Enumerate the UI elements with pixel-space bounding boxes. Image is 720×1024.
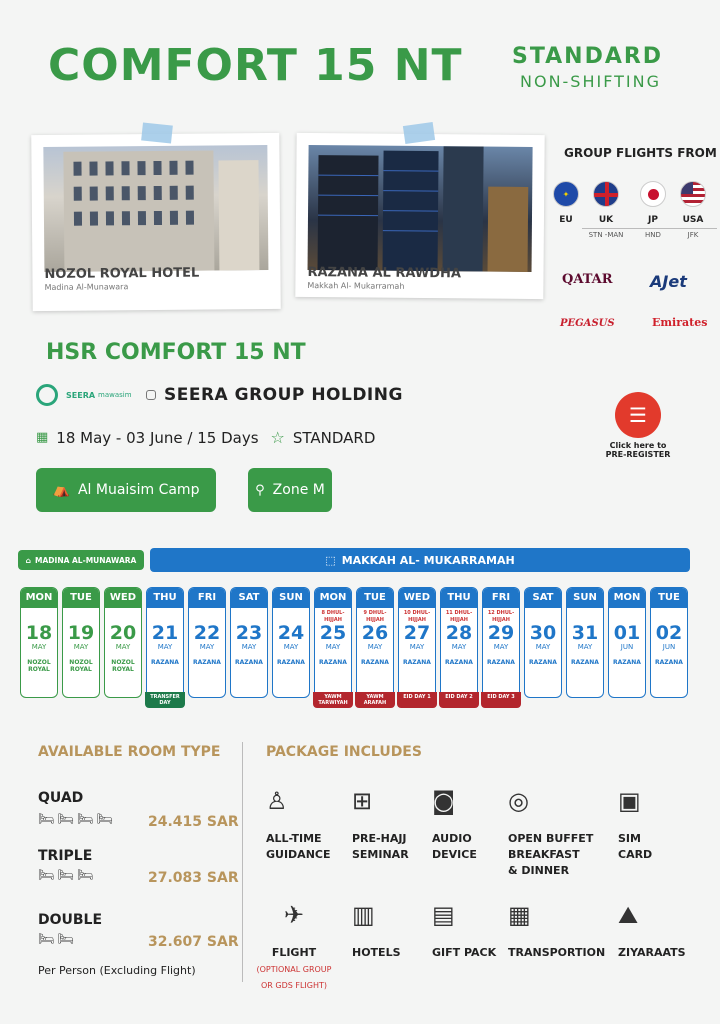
day-number: 29 [487,622,515,644]
origin-airport: STN -MAN [582,228,630,239]
hijri-date: 8 DHUL-HIJJAH [321,610,345,623]
camp-button[interactable] [36,468,216,512]
hotel-city: Madina Al-Munawara [44,282,129,292]
day-number: 01 [613,622,641,644]
bus-icon: ▦ [508,901,531,929]
airline-pegasus-logo: PEGASUS [560,318,615,329]
day-month: MAY [73,643,89,651]
day-number: 26 [361,622,389,644]
room-type-heading: AVAILABLE ROOM TYPE [38,744,221,760]
plane-icon: ✈ [283,901,305,929]
madina-label: MADINA AL-MUNAWARA [35,555,137,565]
day-card [398,587,436,698]
day-location: NOZOL ROYAL [27,659,51,674]
hotel-city: Makkah Al- Mukarramah [307,281,405,291]
hotel-icon: ▥ [352,901,375,929]
day-number: 28 [445,622,473,644]
day-badge: EID DAY 1 [397,692,437,708]
hotel-name: NOZOL ROYAL HOTEL [44,265,200,282]
day-month: MAY [31,643,47,651]
room-price: 24.415 SAR [148,814,239,830]
day-card [608,587,646,698]
seera-logo-icon [36,384,58,406]
day-location: RAZANA [193,659,221,666]
day-of-week: SUN [273,588,309,608]
seminar-icon: ⊞ [352,787,373,815]
day-badge: EID DAY 3 [481,692,521,708]
hijri-date: 9 DHUL-HIJJAH [363,610,387,623]
day-card [272,587,310,698]
day-location: RAZANA [487,659,515,666]
day-month: MAY [409,643,425,651]
trip-dates: 18 May - 03 June / 15 Days [56,428,259,447]
hijri-date: 11 DHUL-HIJJAH [445,610,473,623]
day-card [356,587,394,698]
airline-qatar-logo: QATAR [562,272,613,287]
day-location: RAZANA [445,659,473,666]
preregister-label: Click here to PRE-REGISTER [605,441,671,459]
register-form-icon: ☰ [615,392,661,438]
include-guidance: ♙ ALL-TIME GUIDANCE [266,784,331,863]
tape-decoration [141,122,173,143]
include-flight: ✈ FLIGHT (OPTIONAL GROUP OR GDS FLIGHT) [252,898,336,993]
page-title: COMFORT 15 NT [48,40,463,91]
day-month: MAY [493,643,509,651]
include-gift: ▤ GIFT PACK [432,898,496,961]
backpack-icon: ▤ [432,901,455,929]
camp-label: Al Muaisim Camp [77,482,200,498]
day-location: NOZOL ROYAL [69,659,93,674]
day-month: MAY [157,643,173,651]
partner-logo-icon [146,390,156,400]
tent-icon: ⛺ [52,482,70,498]
makkah-bar [150,548,690,572]
madina-bar [18,550,144,570]
include-ziyaraats: ⛰ ZIYARAATS [618,898,686,961]
day-location: RAZANA [529,659,557,666]
zone-button[interactable] [248,468,332,512]
day-badge: TRANSFER DAY [145,692,185,708]
day-month: JUN [620,643,634,651]
location-pin-icon: ⚲ [255,482,265,498]
price-note: Per Person (Excluding Flight) [38,964,196,977]
origin-airport: JFK [669,228,717,239]
day-card [566,587,604,698]
origin-code: UK [598,215,614,225]
include-sim: ▣ SIM CARD [618,784,652,863]
day-card [20,587,58,698]
day-month: MAY [115,643,131,651]
day-card [104,587,142,698]
hotel-building-image [43,145,268,272]
mountain-icon: ⛰ [618,901,639,929]
day-location: RAZANA [151,659,179,666]
include-seminar: ⊞ PRE-HAJJ SEMINAR [352,784,409,863]
hotel-card-razana [295,133,544,299]
day-of-week: MON [315,588,351,608]
day-of-week: TUE [357,588,393,608]
day-month: MAY [241,643,257,651]
day-number: 27 [403,622,431,644]
origin-code: USA [682,215,704,225]
room-type-name: QUAD [38,790,84,806]
person-icon: ♙ [266,787,288,815]
origin-eu [553,181,586,225]
hotel-card-nozol [31,133,281,311]
day-card [482,587,520,698]
preregister-button[interactable] [598,392,678,460]
origin-uk [588,181,630,239]
day-number: 31 [571,622,599,644]
uk-flag-icon [593,181,619,207]
day-number: 21 [151,622,179,644]
calendar-icon: ▦ [36,430,49,445]
day-of-week: THU [441,588,477,608]
day-location: RAZANA [655,659,683,666]
room-price: 32.607 SAR [148,934,239,950]
mosque-icon: ⌂ [25,555,32,565]
day-number: 19 [67,622,95,644]
hijri-date: 12 DHUL-HIJJAH [487,610,515,623]
origin-code: EU [559,215,573,225]
day-of-week: TUE [63,588,99,608]
audio-device-icon: ◙ [432,787,456,815]
operator-row [36,384,403,406]
hotel-name: RAZANA AL RAWDHA [307,265,462,282]
day-card [524,587,562,698]
day-card [146,587,184,698]
include-hotels: ▥ HOTELS [352,898,401,961]
plate-icon: ◎ [508,787,529,815]
hijri-date: 10 DHUL-HIJJAH [403,610,431,623]
day-of-week: WED [399,588,435,608]
room-type-name: TRIPLE [38,848,93,864]
hotel-towers-image [308,145,533,272]
sim-card-icon: ▣ [618,787,641,815]
day-card [650,587,688,698]
include-audio: ◙ AUDIO DEVICE [432,784,477,863]
eu-flag-icon: ✦ [553,181,579,207]
day-month: MAY [535,643,551,651]
kaaba-icon: ⬚ [325,553,336,567]
day-card [62,587,100,698]
divider [242,742,243,982]
day-month: MAY [199,643,215,651]
hotel-photo [43,145,268,272]
day-location: RAZANA [361,659,389,666]
shifting-label: NON-SHIFTING [520,72,661,91]
bed-icons: 🛏🛏🛏🛏 [38,812,117,827]
day-number: 23 [235,622,263,644]
star-icon: ☆ [270,428,285,447]
origin-airport: HND [629,228,677,239]
rating-label: STANDARD [292,428,376,447]
day-location: RAZANA [319,659,347,666]
jp-flag-icon [640,181,666,207]
usa-flag-icon [680,181,706,207]
day-location: RAZANA [235,659,263,666]
day-number: 24 [277,622,305,644]
day-number: 25 [319,622,347,644]
day-month: MAY [577,643,593,651]
flights-heading: GROUP FLIGHTS FROM [564,146,717,160]
bed-icons: 🛏🛏 [38,932,78,947]
day-card [314,587,352,698]
day-month: JUN [662,643,676,651]
day-badge: EID DAY 2 [439,692,479,708]
hotel-photo [308,145,533,272]
day-of-week: FRI [483,588,519,608]
origin-code: JP [648,215,658,225]
day-of-week: SAT [231,588,267,608]
mawasim-logo-icon: mawasim [98,391,132,399]
day-month: MAY [325,643,341,651]
day-number: 02 [655,622,683,644]
day-number: 20 [109,622,137,644]
day-number: 30 [529,622,557,644]
dates-row [36,428,375,447]
day-card [188,587,226,698]
day-of-week: MON [21,588,57,608]
room-price: 27.083 SAR [148,870,239,886]
room-type-name: DOUBLE [38,912,103,928]
day-of-week: TUE [651,588,687,608]
category-label: STANDARD [512,44,664,69]
makkah-label: MAKKAH AL- MUKARRAMAH [341,553,515,567]
operator-name: SEERA GROUP HOLDING [164,385,403,405]
day-of-week: MON [609,588,645,608]
origin-usa [680,181,717,239]
day-month: MAY [367,643,383,651]
day-of-week: THU [147,588,183,608]
day-of-week: SUN [567,588,603,608]
day-location: RAZANA [613,659,641,666]
day-number: 18 [25,622,53,644]
include-buffet: ◎ OPEN BUFFET BREAKFAST & DINNER [508,784,593,879]
day-location: RAZANA [277,659,305,666]
package-name: HSR COMFORT 15 NT [46,340,306,365]
seera-logo-text: SEERA [66,390,96,400]
day-location: RAZANA [571,659,599,666]
day-card [230,587,268,698]
bed-icons: 🛏🛏🛏 [38,868,97,883]
day-location: NOZOL ROYAL [111,659,135,674]
day-location: RAZANA [403,659,431,666]
day-badge: YAWM ARAFAH [355,692,395,708]
day-number: 22 [193,622,221,644]
includes-heading: PACKAGE INCLUDES [266,744,422,760]
day-month: MAY [451,643,467,651]
day-card [440,587,478,698]
include-transport: ▦ TRANSPORTION [508,898,605,961]
day-of-week: FRI [189,588,225,608]
airline-ajet-logo: AJet [650,272,687,291]
zone-label: Zone M [272,482,325,498]
day-of-week: SAT [525,588,561,608]
day-month: MAY [283,643,299,651]
day-of-week: WED [105,588,141,608]
day-badge: YAWM TARWIYAH [313,692,353,708]
airline-emirates-logo: Emirates [652,316,708,329]
